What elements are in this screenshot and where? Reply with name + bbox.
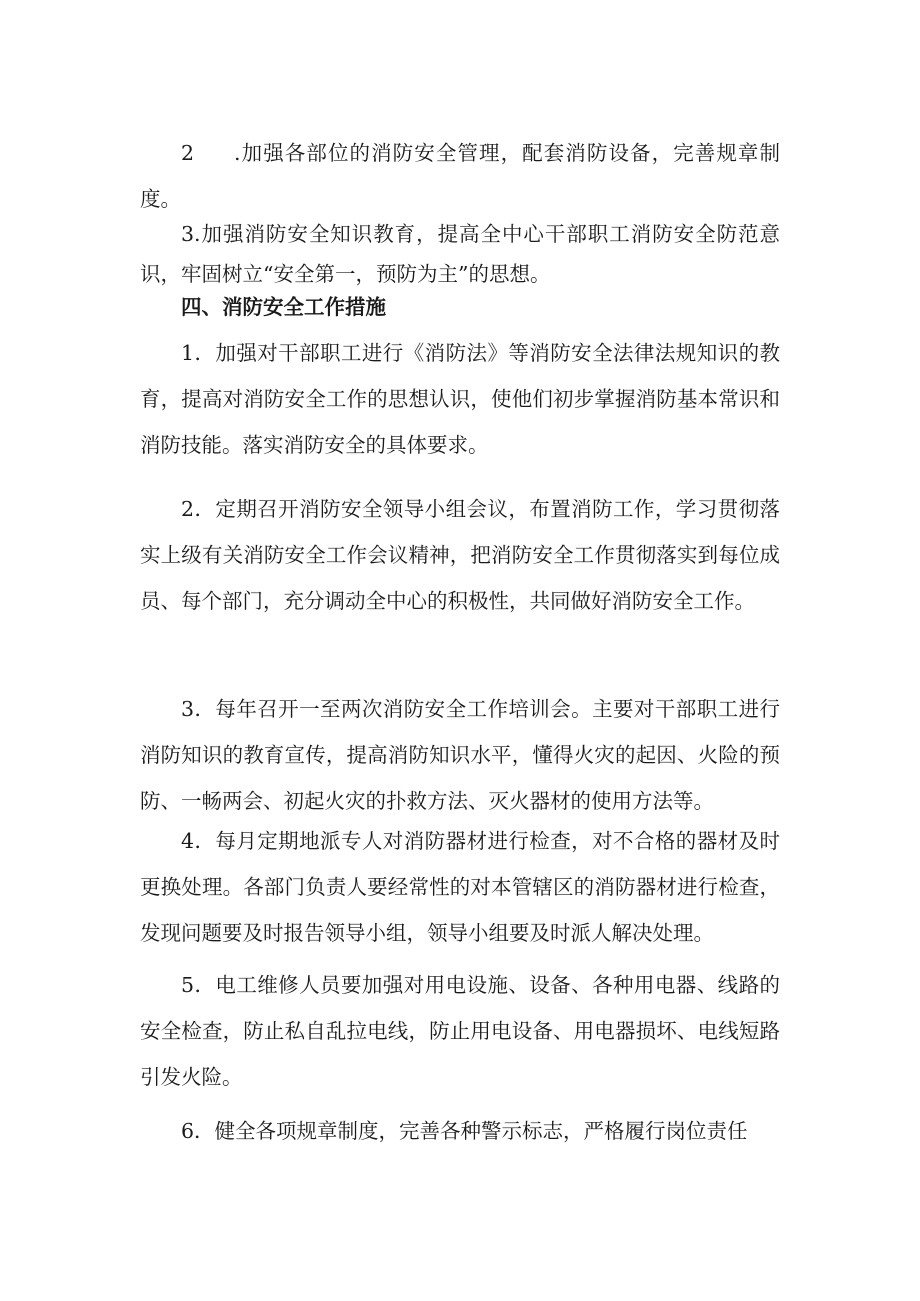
measure-1: 1．加强对干部职工进行《消防法》等消防安全法律法规知识的教育，提高对消防安全工作的思想认识，使他们初步掌握消防基本常识和消防技能。落实消防安全的具体要求。	[140, 341, 780, 457]
paragraph-item-2	[140, 130, 780, 222]
measure-5: 5．电工维修人员要加强对用电设施、设备、各种用电器、线路的安全检查，防止私自乱拉电线，防止用电设备、用电器损坏、电线短路引发火险。	[140, 973, 780, 1089]
measure-6: 6．健全各项规章制度，完善各种警示标志，严格履行岗位责任	[181, 1119, 748, 1143]
measure-2: 2．定期召开消防安全领导小组会议，布置消防工作，学习贯彻落实上级有关消防安全工作会议精神，把消防安全工作贯彻落实到每位成员、每个部门，充分调动全中心的积极性，共同做好消防安全工作。	[140, 497, 780, 613]
item-2-text: .加强各部位的消防安全管理，配套消防设备，完善规章制度。	[140, 141, 780, 211]
section-4-heading: 四、消防安全工作措施	[181, 295, 386, 319]
item-2-number: 2	[181, 141, 195, 165]
measure-3: 3．每年召开一至两次消防安全工作培训会。主要对干部职工进行消防知识的教育宣传，提高消防知识水平，懂得火灾的起因、火险的预防、一畅两会、初起火灾的扑救方法、灭火器材的使用方法等。	[140, 697, 780, 813]
measure-4: 4．每月定期地派专人对消防器材进行检查，对不合格的器材及时更换处理。各部门负责人要经常性的对本管辖区的消防器材进行检查，发现问题要及时报告领导小组，领导小组要及时派人解决处理。	[140, 829, 780, 945]
paragraph-item-3-prev: 3.加强消防安全知识教育，提高全中心干部职工消防安全防范意识，牢固树立“安全第一，预防为主”的思想。	[140, 222, 780, 286]
